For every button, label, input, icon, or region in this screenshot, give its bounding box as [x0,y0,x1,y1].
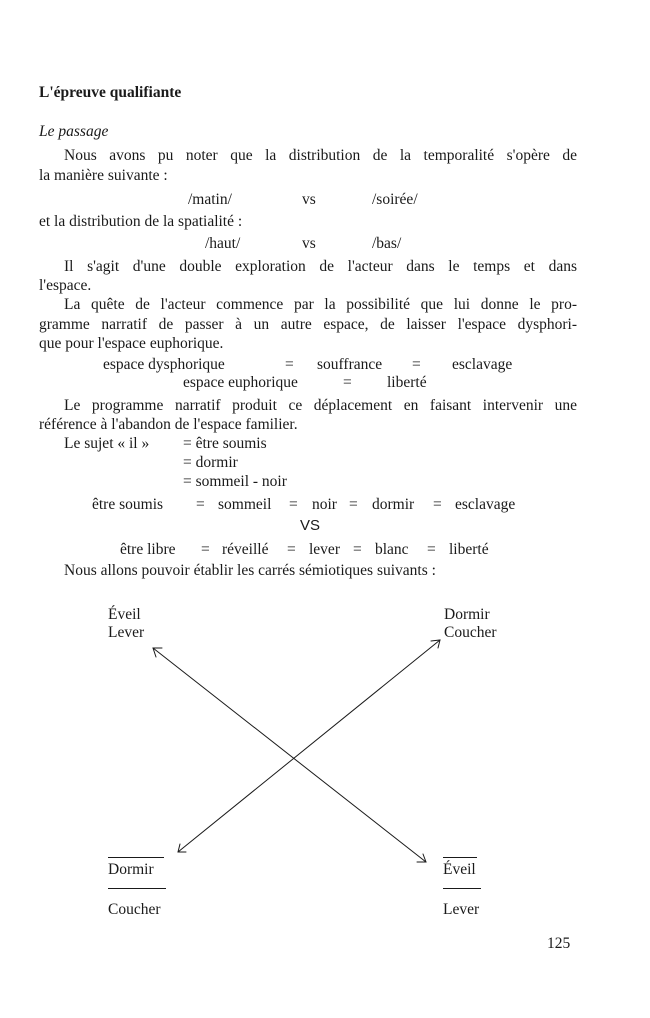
equation-1-a: espace dysphorique [103,356,225,373]
closing-sentence: Nous allons pouvoir établir les carrés sémiotiques suivants : [64,562,436,579]
equation-1-eq2: = [412,356,421,373]
subject-line-2: = dormir [183,454,238,471]
chain-2-equals: = [353,541,362,558]
paragraph-4-line-2: référence à l'abandon de l'espace familier. [39,416,298,433]
equation-2-b: liberté [387,374,427,391]
chain-1-term: esclavage [455,496,516,513]
square-top-left-term: Lever [108,624,145,641]
paragraph-3-line-1: La quête de l'acteur commence par la possibilité que lui donne le pro- [64,296,577,313]
opposition-space-right: /bas/ [372,235,402,252]
subject-label: Le sujet « il » [64,435,150,452]
spatial-intro: et la distribution de la spatialité : [39,213,243,230]
opposition-time-op: vs [302,191,316,208]
chain-2-term: réveillé [222,541,269,558]
paragraph-3-line-2: gramme narratif de passer à un autre espace, de laisser l'espace dysphori- [39,316,577,333]
chain-1-term: sommeil [218,496,272,513]
square-bottom-right-term: Éveil [443,861,476,878]
opposition-space-left: /haut/ [205,235,241,252]
square-top-right-term: Coucher [444,624,497,641]
equation-1-eq1: = [285,356,294,373]
chain-1-term: noir [312,496,337,513]
subject-line-1: = être soumis [183,435,267,452]
chain-2-equals: = [287,541,296,558]
paragraph-1-line-2: la manière suivante : [39,167,168,184]
diagonal-arrow-line [153,648,426,862]
chain-2-equals: = [427,541,436,558]
diagonal-arrow-line [178,640,440,852]
chain-2-term: être libre [120,541,176,558]
square-bottom-left-term: Dormir [108,861,154,878]
opposition-space-op: vs [302,235,316,252]
equation-2-eq: = [343,374,352,391]
paragraph-2-line-2: l'espace. [39,277,92,294]
paragraph-1-line-1: Nous avons pu noter que la distribution de la temporalité s'opère de [64,147,577,164]
chain-2-term: liberté [449,541,489,558]
page-number: 125 [547,935,571,952]
equation-2-a: espace euphorique [183,374,298,391]
opposition-time-right: /soirée/ [372,191,418,208]
equation-1-c: esclavage [452,356,513,373]
chain-1-equals: = [433,496,442,513]
square-bottom-left-term: Coucher [108,901,161,918]
section-title: L'épreuve qualifiante [39,84,182,101]
paragraph-2-line-1: Il s'agit d'une double exploration de l'acteur dans le temps et dans [64,258,577,275]
paragraph-3-line-3: que pour l'espace euphorique. [39,335,224,352]
negation-bar [108,857,164,858]
negation-bar [443,857,477,858]
chain-2-term: lever [309,541,340,558]
equation-1-b: souffrance [317,356,383,373]
square-top-right-term: Dormir [444,606,490,623]
negation-bar [443,888,481,889]
square-top-left-term: Éveil [108,606,141,623]
chain-1-term: être soumis [92,496,164,513]
subsection-title: Le passage [39,123,109,140]
chain-1-term: dormir [372,496,415,513]
chain-1-equals: = [196,496,205,513]
subject-line-3: = sommeil - noir [183,473,287,490]
square-bottom-right-term: Lever [443,901,480,918]
chain-1-equals: = [289,496,298,513]
chain-2-equals: = [201,541,210,558]
opposition-time-left: /matin/ [188,191,232,208]
vs-label: VS [300,517,321,534]
chain-1-equals: = [349,496,358,513]
chain-2-term: blanc [375,541,409,558]
negation-bar [108,888,166,889]
paragraph-4-line-1: Le programme narratif produit ce déplacement en faisant intervenir une [64,397,577,414]
